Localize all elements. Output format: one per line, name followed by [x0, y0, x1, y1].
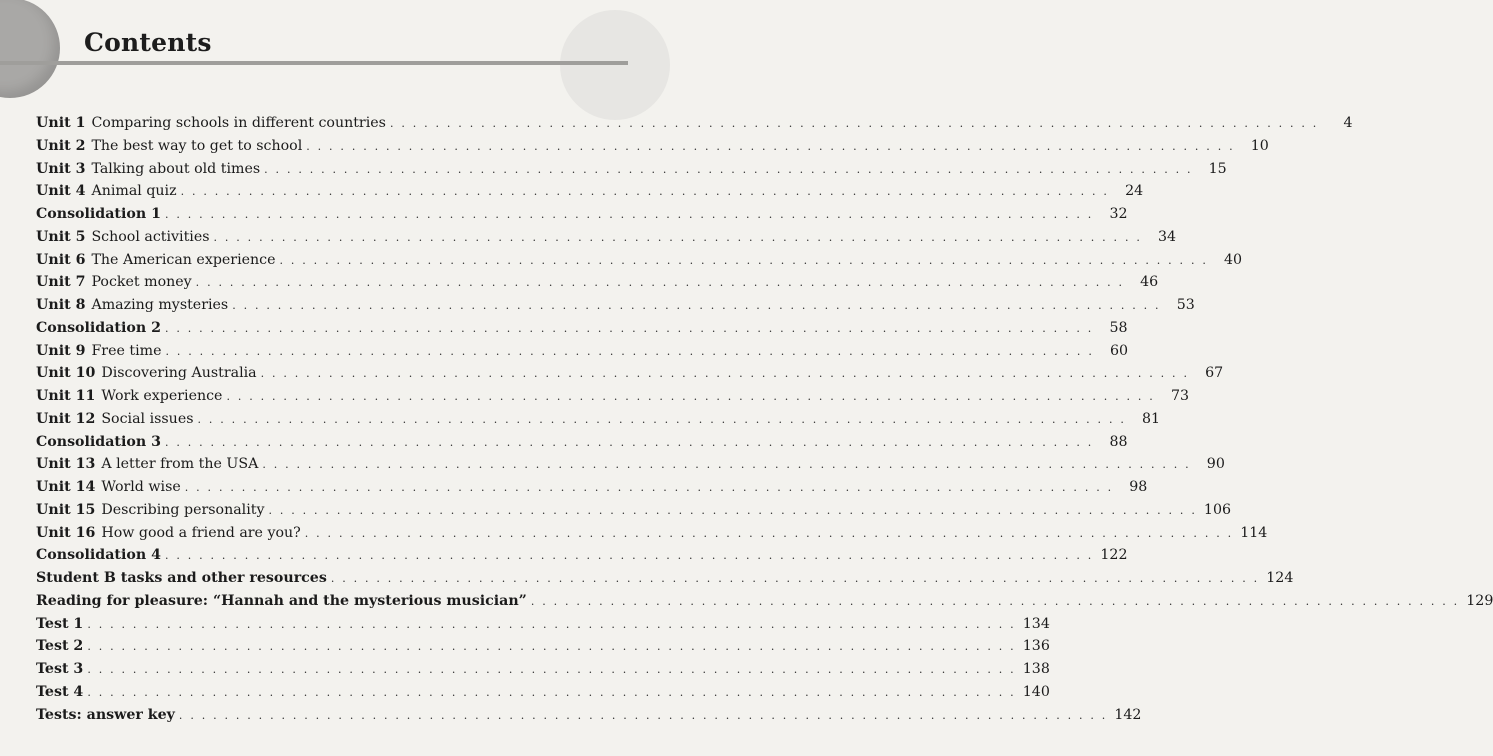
page-number: 122 — [1100, 547, 1128, 564]
entry-title: School activities — [91, 228, 210, 245]
page-number: 138 — [1022, 661, 1050, 677]
entry-title: Talking about old times — [91, 160, 261, 177]
entry-title: Social issues — [101, 410, 194, 427]
unit-number: Unit 12 — [36, 410, 96, 427]
dot-leader: . . . . . . . . . . . . . . . . . . . . . . . . . . . . . . . . . . . . . . . . . . . . . . . . . . . . . . . . . . . . . . . . . . . . . . . . . . . . . . . . . . — [530, 594, 1460, 608]
unit-number: Unit 13 — [36, 456, 96, 473]
dot-leader: . . . . . . . . . . . . . . . . . . . . . . . . . . . . . . . . . . . . . . . . . . . . . . . . . . . . . . . . . . . . . . . . . . . . . . . . . . . . . . . . . . — [264, 162, 1193, 176]
unit-number: Unit 10 — [36, 365, 96, 382]
page-number: 140 — [1022, 683, 1050, 700]
dot-leader: . . . . . . . . . . . . . . . . . . . . . . . . . . . . . . . . . . . . . . . . . . . . . . . . . . . . . . . . . . . . . . . . . . . . . . . . . . . . . . . . . . — [87, 617, 1016, 631]
toc-entry — [36, 135, 1269, 158]
page-number: 114 — [1240, 524, 1268, 541]
entry-title: Test 2 — [36, 638, 84, 655]
dot-leader: . . . . . . . . . . . . . . . . . . . . . . . . . . . . . . . . . . . . . . . . . . . . . . . . . . . . . . . . . . . . . . . . . . . . . . . . . . . . . . . . . . — [184, 481, 1114, 494]
dot-leader: . . . . . . . . . . . . . . . . . . . . . . . . . . . . . . . . . . . . . . . . . . . . . . . . . . . . . . . . . . . . . . . . . . . . . . . . . . . . . . . . . . — [268, 503, 1198, 517]
title-divider — [0, 61, 628, 65]
toc-entry — [36, 294, 1195, 317]
dot-leader: . . . . . . . . . . . . . . . . . . . . . . . . . . . . . . . . . . . . . . . . . . . . . . . . . . . . . . . . . . . . . . . . . . . . . . . . . . . . . . . . . . — [164, 549, 1094, 563]
page-number: 34 — [1157, 228, 1177, 245]
toc-entry — [36, 544, 1128, 567]
entry-title: Amazing mysteries — [91, 297, 229, 313]
dot-leader: . . . . . . . . . . . . . . . . . . . . . . . . . . . . . . . . . . . . . . . . . . . . . . . . . . . . . . . . . . . . . . . . . . . . . . . . . . . . . . . . . . — [226, 390, 1155, 403]
dot-leader: . . . . . . . . . . . . . . . . . . . . . . . . . . . . . . . . . . . . . . . . . . . . . . . . . . . . . . . . . . . . . . . . . . . . . . . . . . . . . . . . . . — [195, 276, 1125, 290]
page-number: 98 — [1129, 479, 1148, 495]
dot-leader: . . . . . . . . . . . . . . . . . . . . . . . . . . . . . . . . . . . . . . . . . . . . . . . . . . . . . . . . . . . . . . . . . . . . . . . . . . . . . . . . . . — [304, 526, 1234, 540]
page-number: 73 — [1170, 388, 1189, 404]
unit-number: Unit 14 — [36, 479, 96, 495]
bleed-through-circle — [560, 10, 670, 120]
unit-number: Unit 16 — [36, 524, 96, 541]
unit-number: Unit 3 — [36, 160, 86, 177]
entry-title: Consolidation 4 — [36, 547, 161, 564]
entry-title: Free time — [91, 342, 162, 359]
unit-number: Unit 5 — [36, 228, 86, 245]
toc-entry — [36, 431, 1128, 454]
toc-entry — [36, 681, 1050, 704]
toc-entry — [36, 112, 1353, 135]
dot-leader: . . . . . . . . . . . . . . . . . . . . . . . . . . . . . . . . . . . . . . . . . . . . . . . . . . . . . . . . . . . . . . . . . . . . . . . . . . . . . . . . . . — [213, 230, 1143, 244]
toc-entry — [36, 158, 1227, 181]
toc-entry — [36, 613, 1050, 636]
entry-title: Work experience — [101, 388, 223, 404]
dot-leader: . . . . . . . . . . . . . . . . . . . . . . . . . . . . . . . . . . . . . . . . . . . . . . . . . . . . . . . . . . . . . . . . . . . . . . . . . . . . . . . . . . — [164, 321, 1094, 335]
toc-entry — [36, 362, 1224, 385]
entry-title: How good a friend are you? — [101, 524, 301, 541]
toc-entry — [36, 226, 1177, 249]
dot-leader: . . . . . . . . . . . . . . . . . . . . . . . . . . . . . . . . . . . . . . . . . . . . . . . . . . . . . . . . . . . . . . . . . . . . . . . . . . . . . . . . . . — [232, 299, 1161, 312]
toc-entry — [36, 408, 1161, 431]
entry-title: The best way to get to school — [91, 137, 303, 154]
entry-title: Test 1 — [36, 615, 84, 632]
toc-entry — [36, 499, 1232, 522]
entry-title: Animal quiz — [91, 183, 177, 200]
dot-leader: . . . . . . . . . . . . . . . . . . . . . . . . . . . . . . . . . . . . . . . . . . . . . . . . . . . . . . . . . . . . . . . . . . . . . . . . . . . . . . . . . . — [279, 253, 1209, 267]
dot-leader: . . . . . . . . . . . . . . . . . . . . . . . . . . . . . . . . . . . . . . . . . . . . . . . . . . . . . . . . . . . . . . . . . . . . . . . . . . . . . . . . . . — [87, 640, 1016, 654]
page-number: 67 — [1205, 365, 1224, 382]
page-number: 53 — [1176, 297, 1195, 313]
dot-leader: . . . . . . . . . . . . . . . . . . . . . . . . . . . . . . . . . . . . . . . . . . . . . . . . . . . . . . . . . . . . . . . . . . . . . . . . . . . . . . . . . . — [164, 435, 1094, 449]
page-number: 81 — [1141, 410, 1161, 427]
page-number: 136 — [1022, 638, 1050, 655]
dot-leader: . . . . . . . . . . . . . . . . . . . . . . . . . . . . . . . . . . . . . . . . . . . . . . . . . . . . . . . . . . . . . . . . . . . . . . . . . . . . . . . . . . — [389, 117, 1319, 130]
dot-leader: . . . . . . . . . . . . . . . . . . . . . . . . . . . . . . . . . . . . . . . . . . . . . . . . . . . . . . . . . . . . . . . . . . . . . . . . . . . . . . . . . . — [165, 344, 1095, 358]
unit-number: Unit 11 — [36, 388, 96, 404]
toc-entry — [36, 658, 1050, 681]
toc-entry — [36, 453, 1225, 476]
entry-title: Discovering Australia — [101, 365, 257, 382]
unit-number: Unit 9 — [36, 342, 86, 359]
page-number: 106 — [1203, 501, 1232, 518]
page-number: 32 — [1109, 206, 1128, 222]
page-number: 124 — [1266, 570, 1294, 586]
dot-leader: . . . . . . . . . . . . . . . . . . . . . . . . . . . . . . . . . . . . . . . . . . . . . . . . . . . . . . . . . . . . . . . . . . . . . . . . . . . . . . . . . . — [330, 572, 1260, 585]
page-number: 40 — [1223, 251, 1243, 268]
entry-title: Consolidation 1 — [36, 206, 161, 222]
toc-entry — [36, 704, 1142, 727]
page-number: 10 — [1250, 137, 1269, 154]
unit-number: Unit 7 — [36, 274, 86, 291]
page-number: 58 — [1109, 319, 1128, 336]
entry-title: Describing personality — [101, 501, 265, 518]
dot-leader: . . . . . . . . . . . . . . . . . . . . . . . . . . . . . . . . . . . . . . . . . . . . . . . . . . . . . . . . . . . . . . . . . . . . . . . . . . . . . . . . . . — [260, 367, 1190, 381]
unit-number: Unit 8 — [36, 297, 86, 313]
toc-entry — [36, 249, 1243, 272]
dot-leader: . . . . . . . . . . . . . . . . . . . . . . . . . . . . . . . . . . . . . . . . . . . . . . . . . . . . . . . . . . . . . . . . . . . . . . . . . . . . . . . . . . — [197, 412, 1127, 426]
table-of-contents — [36, 112, 1493, 726]
entry-title: Student B tasks and other resources — [36, 570, 327, 586]
page-number: 15 — [1208, 160, 1227, 177]
toc-entry — [36, 317, 1128, 340]
page-title: Contents — [84, 28, 212, 57]
entry-title: Consolidation 2 — [36, 319, 161, 336]
dot-leader: . . . . . . . . . . . . . . . . . . . . . . . . . . . . . . . . . . . . . . . . . . . . . . . . . . . . . . . . . . . . . . . . . . . . . . . . . . . . . . . . . . — [306, 139, 1235, 153]
entry-title: The American experience — [91, 251, 276, 268]
dot-leader: . . . . . . . . . . . . . . . . . . . . . . . . . . . . . . . . . . . . . . . . . . . . . . . . . . . . . . . . . . . . . . . . . . . . . . . . . . . . . . . . . . — [262, 458, 1191, 472]
toc-entry — [36, 476, 1148, 499]
page-number: 60 — [1109, 342, 1129, 359]
page-number: 24 — [1125, 183, 1144, 200]
entry-title: World wise — [101, 479, 181, 495]
toc-entry — [36, 180, 1144, 203]
entry-title: Test 3 — [36, 661, 84, 677]
dot-leader: . . . . . . . . . . . . . . . . . . . . . . . . . . . . . . . . . . . . . . . . . . . . . . . . . . . . . . . . . . . . . . . . . . . . . . . . . . . . . . . . . . — [87, 663, 1016, 676]
toc-entry — [36, 203, 1128, 226]
page-number: 134 — [1022, 615, 1050, 632]
toc-entry — [36, 567, 1294, 590]
page-number: 142 — [1114, 706, 1142, 723]
toc-entry — [36, 590, 1493, 613]
dot-leader: . . . . . . . . . . . . . . . . . . . . . . . . . . . . . . . . . . . . . . . . . . . . . . . . . . . . . . . . . . . . . . . . . . . . . . . . . . . . . . . . . . — [87, 685, 1016, 699]
dot-leader: . . . . . . . . . . . . . . . . . . . . . . . . . . . . . . . . . . . . . . . . . . . . . . . . . . . . . . . . . . . . . . . . . . . . . . . . . . . . . . . . . . — [180, 185, 1110, 199]
toc-entry — [36, 635, 1050, 658]
toc-entry — [36, 385, 1189, 408]
entry-title: Test 4 — [36, 683, 84, 700]
unit-number: Unit 15 — [36, 501, 96, 518]
entry-title: Tests: answer key — [36, 706, 175, 723]
toc-entry — [36, 340, 1129, 363]
dot-leader: . . . . . . . . . . . . . . . . . . . . . . . . . . . . . . . . . . . . . . . . . . . . . . . . . . . . . . . . . . . . . . . . . . . . . . . . . . . . . . . . . . — [178, 708, 1108, 722]
page-number: 129 — [1466, 592, 1493, 609]
unit-number: Unit 6 — [36, 251, 86, 268]
unit-number: Unit 1 — [36, 115, 86, 131]
corner-tab-decoration — [0, 0, 60, 98]
entry-title: Comparing schools in different countries — [91, 115, 386, 131]
dot-leader: . . . . . . . . . . . . . . . . . . . . . . . . . . . . . . . . . . . . . . . . . . . . . . . . . . . . . . . . . . . . . . . . . . . . . . . . . . . . . . . . . . — [164, 208, 1094, 221]
page-number: 88 — [1109, 433, 1128, 450]
unit-number: Unit 2 — [36, 137, 86, 154]
page-number: 4 — [1343, 115, 1353, 131]
entry-title: Pocket money — [91, 274, 192, 291]
page-number: 90 — [1206, 456, 1225, 473]
unit-number: Unit 4 — [36, 183, 86, 200]
page-number: 46 — [1140, 274, 1159, 291]
toc-entry — [36, 522, 1268, 545]
toc-entry — [36, 271, 1159, 294]
entry-title: Consolidation 3 — [36, 433, 161, 450]
entry-title: A letter from the USA — [101, 456, 259, 473]
entry-title: Reading for pleasure: “Hannah and the mysterious musician” — [36, 592, 527, 609]
